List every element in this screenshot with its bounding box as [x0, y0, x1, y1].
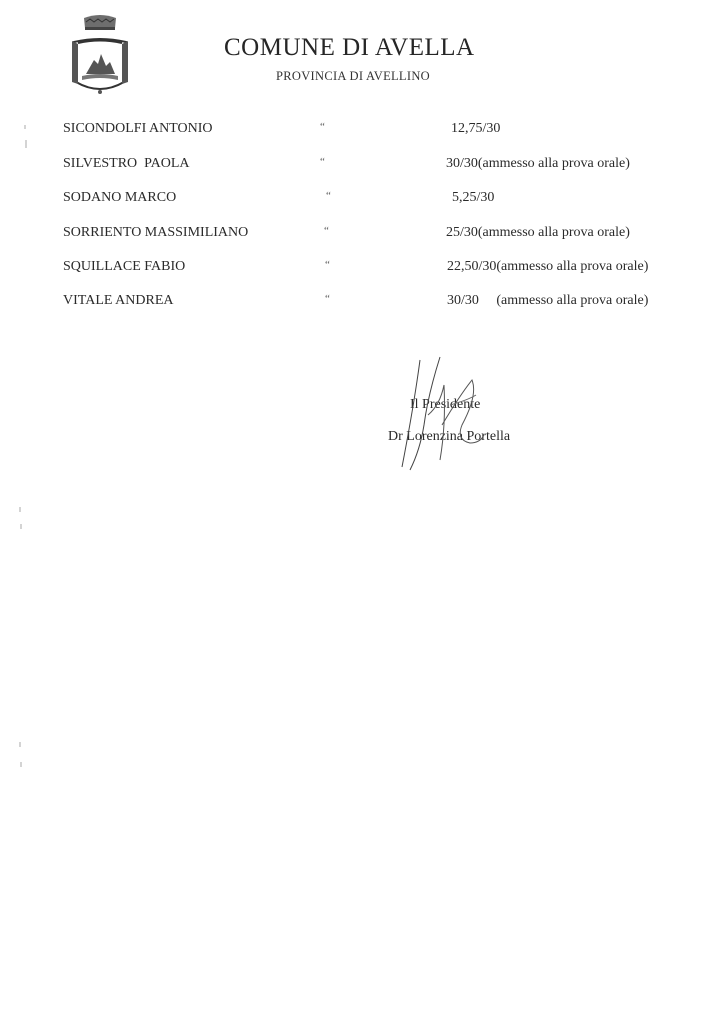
candidate-name: SODANO MARCO: [63, 190, 177, 205]
result-row: [0, 121, 718, 141]
ditto-mark: “: [320, 121, 325, 133]
scan-artifact: [20, 762, 22, 767]
scan-artifact: [24, 125, 26, 129]
page-title: COMUNE DI AVELLA: [224, 34, 475, 61]
ditto-mark: “: [325, 259, 330, 271]
page-subtitle: PROVINCIA DI AVELLINO: [276, 69, 430, 83]
handwritten-signature: [380, 355, 520, 475]
scan-artifact: [19, 507, 21, 512]
candidate-name: SICONDOLFI ANTONIO: [63, 121, 213, 136]
candidate-name: SQUILLACE FABIO: [63, 259, 186, 274]
result-row: [0, 225, 718, 245]
municipal-crest-icon: [68, 14, 132, 98]
ditto-mark: “: [326, 190, 331, 202]
candidate-name: SORRIENTO MASSIMILIANO: [63, 225, 249, 240]
ditto-mark: “: [324, 225, 329, 237]
candidate-name: SILVESTRO PAOLA: [63, 156, 190, 171]
ditto-mark: “: [320, 156, 325, 168]
result-row: [0, 259, 718, 279]
scan-artifact: [25, 140, 27, 148]
candidate-score: 5,25/30: [452, 190, 495, 205]
candidate-score: 30/30(ammesso alla prova orale): [446, 156, 630, 171]
signatory-name: Dr Lorenzina Portella: [388, 429, 511, 444]
candidate-score: 25/30(ammesso alla prova orale): [446, 225, 630, 240]
result-row: [0, 190, 718, 210]
result-row: [0, 156, 718, 176]
signatory-role: Il Presidente: [410, 397, 481, 412]
candidate-score: 22,50/30(ammesso alla prova orale): [447, 259, 649, 274]
ditto-mark: “: [325, 293, 330, 305]
candidate-name: VITALE ANDREA: [63, 293, 174, 308]
scan-artifact: [19, 742, 21, 747]
result-row: [0, 293, 718, 313]
candidate-score: 12,75/30: [451, 121, 501, 136]
candidate-score: 30/30 (ammesso alla prova orale): [447, 293, 649, 308]
scan-artifact: [20, 524, 22, 529]
